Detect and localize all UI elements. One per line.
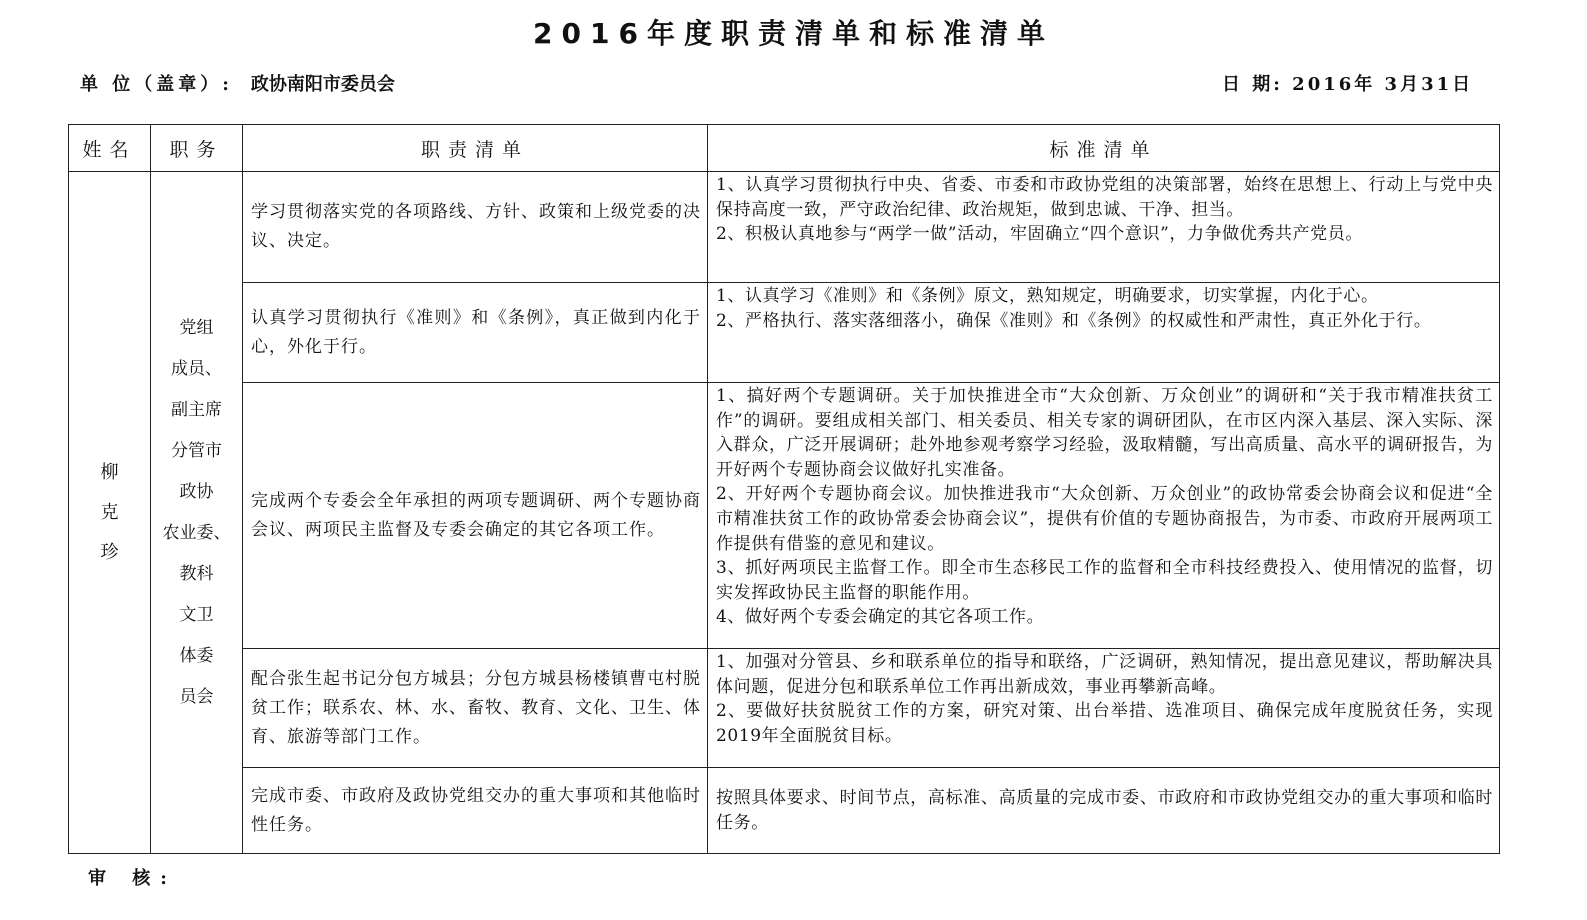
standard-item: 3、抓好两项民主监督工作。即全市生态移民工作的监督和全市科技经费投入、使用情况的监督，切实发挥政协民主监督的职能作用。	[716, 558, 1493, 603]
person-name-char: 克	[100, 501, 119, 523]
header-name: 姓名	[69, 125, 151, 172]
standard-cell	[708, 649, 1500, 768]
table-header-row	[69, 125, 1500, 172]
duty-cell: 学习贯彻落实党的各项路线、方针、政策和上级党委的决议、决定。	[243, 172, 708, 283]
header-position: 职务	[151, 125, 243, 172]
table-row	[69, 383, 1500, 649]
position-line: 成员、	[171, 358, 222, 379]
standard-item: 2、严格执行、落实落细落小，确保《准则》和《条例》的权威性和严肃性，真正外化于行。	[716, 310, 1432, 331]
standard-cell	[708, 172, 1500, 283]
unit-info	[80, 72, 395, 98]
duty-table	[68, 124, 1500, 854]
position-cell	[151, 172, 243, 854]
standard-item: 2、积极认真地参与“两学一做”活动，牢固确立“四个意识”，力争做优秀共产党员。	[716, 224, 1363, 245]
audit-label: 审 核:	[88, 868, 177, 889]
table-row	[69, 768, 1500, 854]
standard-cell	[708, 768, 1500, 854]
date-info: 日 期: 2016年 3月31日	[1222, 74, 1474, 95]
unit-name: 政协南阳市委员会	[250, 74, 395, 95]
position-line: 政协	[179, 481, 214, 502]
standard-cell	[708, 283, 1500, 383]
person-name-char: 柳	[100, 461, 119, 483]
standard-item: 2、开好两个专题协商会议。加快推进我市“大众创新、万众创业”的政协常委会协商会议和促进“全市精准扶贫工作的政协常委会协商会议”，提供有价值的专题协商报告，为市委、市政府开展两项工作提供有借鉴的意见和建议。	[716, 484, 1493, 554]
position-line: 员会	[179, 686, 214, 707]
table-row	[69, 283, 1500, 383]
duty-cell: 完成市委、市政府及政协党组交办的重大事项和其他临时性任务。	[243, 768, 708, 854]
person-name-char: 珍	[100, 541, 119, 563]
header-duty-list: 职责清单	[243, 125, 708, 172]
position-line: 文卫	[179, 604, 214, 625]
standard-item: 按照具体要求、时间节点，高标准、高质量的完成市委、市政府和市政协党组交办的重大事项和临时任务。	[716, 787, 1493, 833]
table-row	[69, 172, 1500, 283]
standard-item: 1、认真学习《准则》和《条例》原文，熟知规定，明确要求，切实掌握，内化于心。	[716, 286, 1379, 306]
position-line: 党组	[179, 317, 214, 338]
header-standard-list: 标准清单	[708, 125, 1500, 172]
duty-cell: 配合张生起书记分包方城县；分包方城县杨楼镇曹屯村脱贫工作；联系农、林、水、畜牧、教育、文化、卫生、体育、旅游等部门工作。	[243, 649, 708, 768]
duty-cell: 认真学习贯彻执行《准则》和《条例》，真正做到内化于心，外化于行。	[243, 283, 708, 383]
duty-cell: 完成两个专委会全年承担的两项专题调研、两个专题协商会议、两项民主监督及专委会确定的其它各项工作。	[243, 383, 708, 649]
standard-cell	[708, 383, 1500, 649]
person-name-cell	[69, 172, 151, 854]
standard-item: 2、要做好扶贫脱贫工作的方案，研究对策、出台举措、选准项目、确保完成年度脱贫任务，实现2019年全面脱贫目标。	[716, 701, 1493, 746]
position-line: 体委	[179, 645, 214, 666]
position-line: 副主席	[171, 399, 222, 420]
standard-item: 4、做好两个专委会确定的其它各项工作。	[716, 607, 1045, 628]
standard-item: 1、加强对分管县、乡和联系单位的指导和联络，广泛调研，熟知情况，提出意见建议，帮助解决具体问题，促进分包和联系单位工作再出新成效，事业再攀新高峰。	[716, 652, 1493, 697]
standard-item: 1、认真学习贯彻执行中央、省委、市委和市政协党组的决策部署，始终在思想上、行动上与党中央保持高度一致，严守政治纪律、政治规矩，做到忠诚、干净、担当。	[716, 175, 1493, 220]
unit-label: 单 位（盖章）:	[80, 74, 233, 95]
position-line: 农业委、	[162, 522, 231, 543]
standard-item: 1、搞好两个专题调研。关于加快推进全市“大众创新、万众创业”的调研和“关于我市精准扶贫工作”的调研。要组成相关部门、相关委员、相关专家的调研团队，在市区内深入基层、深入实际、深入群众，广泛开展调研；赴外地参观考察学习经验，汲取精髓，写出高质量、高水平的调研报告，为开好两个专题协商会议做好扎实准备。	[716, 386, 1493, 480]
table-row	[69, 649, 1500, 768]
position-line: 分管市	[171, 440, 222, 461]
page-title: 2016年度职责清单和标准清单	[533, 17, 1054, 50]
position-line: 教科	[179, 563, 214, 584]
